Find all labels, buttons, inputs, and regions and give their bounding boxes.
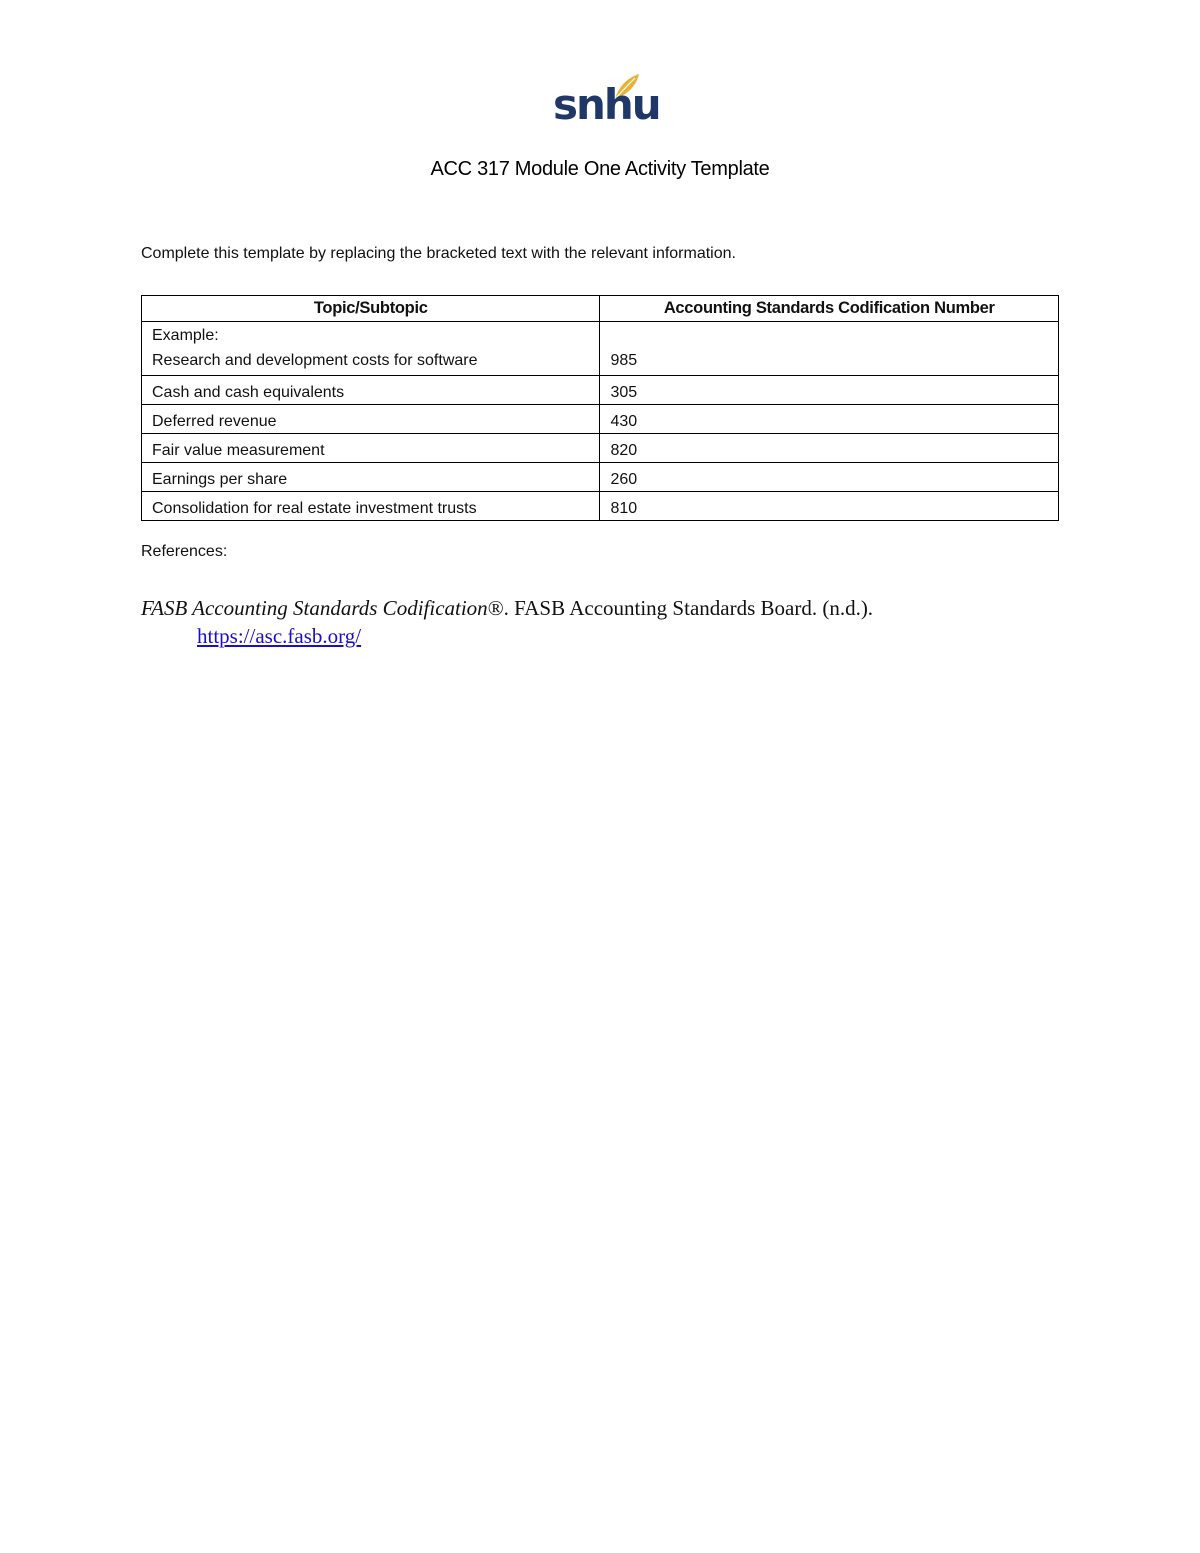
row-topic: Cash and cash equivalents <box>142 376 600 405</box>
example-topic: Research and development costs for software <box>152 352 478 369</box>
table-row <box>142 434 1059 463</box>
header-topic: Topic/Subtopic <box>142 296 600 322</box>
table-row-example <box>142 322 1059 376</box>
row-number: 820 <box>600 434 1059 463</box>
header-asc-number: Accounting Standards Codification Number <box>600 296 1059 322</box>
instructions-text: Complete this template by replacing the bracketed text with the relevant information. <box>141 245 736 262</box>
asc-table <box>141 295 1059 521</box>
references-heading: References: <box>141 543 228 560</box>
row-topic: Deferred revenue <box>142 405 600 434</box>
page-title: ACC 317 Module One Activity Template <box>430 158 770 180</box>
row-topic: Consolidation for real estate investment trusts <box>142 492 600 521</box>
table-row <box>142 463 1059 492</box>
row-number: 430 <box>600 405 1059 434</box>
example-number: 985 <box>600 322 1059 376</box>
logo-wordmark: snhu <box>553 80 660 129</box>
row-number: 810 <box>600 492 1059 521</box>
snhu-logo <box>553 72 660 134</box>
row-number: 260 <box>600 463 1059 492</box>
row-topic: Earnings per share <box>142 463 600 492</box>
citation-link[interactable]: https://asc.fasb.org/ <box>197 624 362 648</box>
row-topic: Fair value measurement <box>142 434 600 463</box>
example-label: Example: <box>152 327 219 344</box>
table-row <box>142 405 1059 434</box>
table-header-row <box>142 296 1059 322</box>
citation-title: FASB Accounting Standards Codification <box>141 596 488 620</box>
example-topic-cell <box>142 322 600 376</box>
table-row <box>142 376 1059 405</box>
citation-publisher: ®. FASB Accounting Standards Board. (n.d.). <box>487 596 874 620</box>
row-number: 305 <box>600 376 1059 405</box>
reference-citation <box>141 594 1041 650</box>
table-row <box>142 492 1059 521</box>
